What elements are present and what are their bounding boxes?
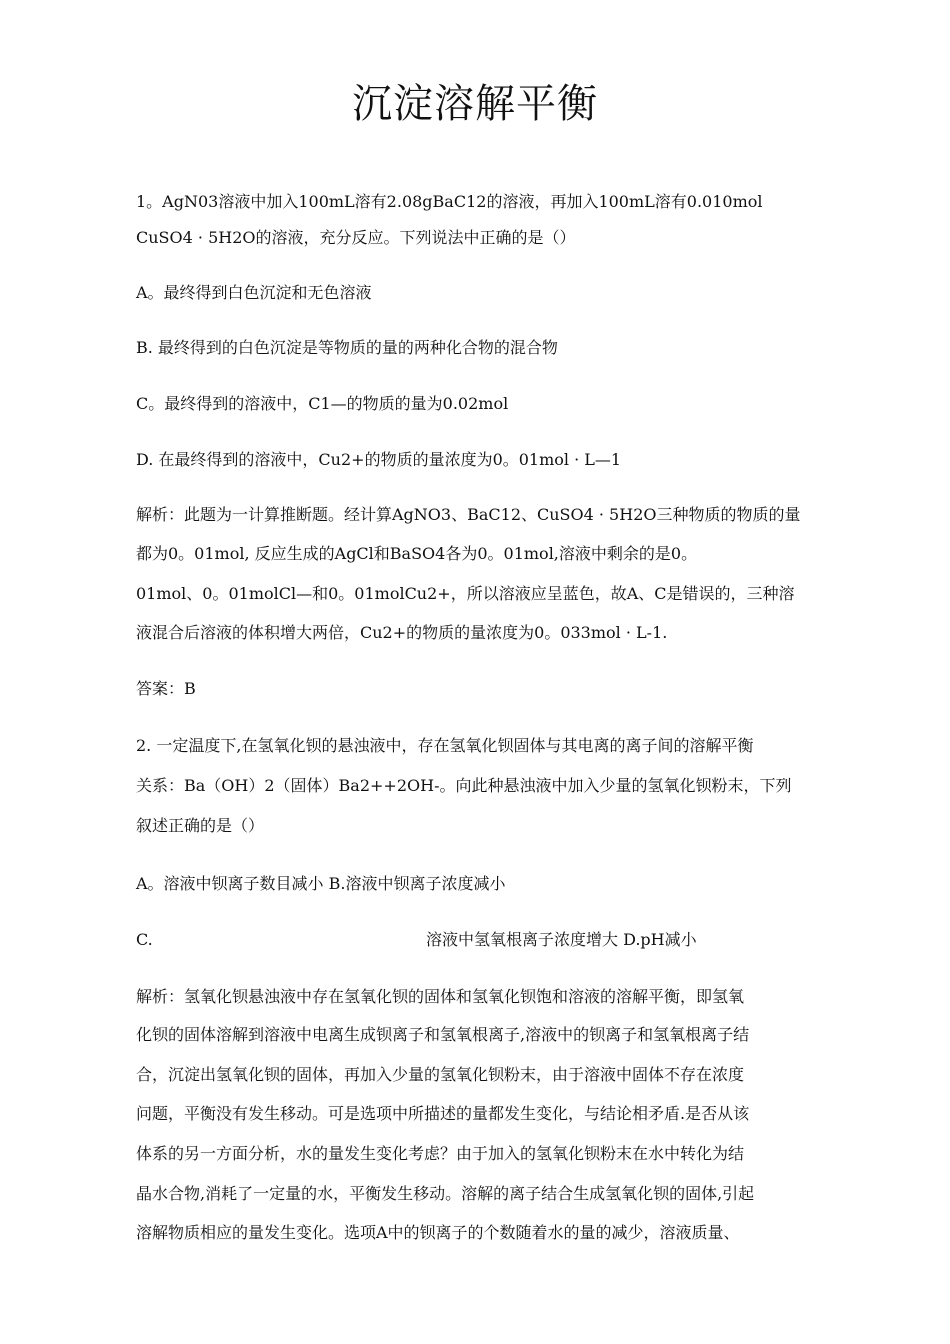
q1-analysis-line-4: 液混合后溶液的体积增大两倍，Cu2+的物质的量浓度为0。033mol · L-1. [136, 623, 668, 642]
q2-stem-line-2: 关系：Ba（OH）2（固体）Ba2++2OH-。向此种悬浊液中加入少量的氢氧化钡粉末，下列 [136, 776, 792, 795]
q1-option-b: B. 最终得到的白色沉淀是等物质的量的两种化合物的混合物 [136, 338, 558, 357]
q2-stem-line-1: 2. 一定温度下,在氢氧化钡的悬浊液中，存在氢氧化钡固体与其电离的离子间的溶解平衡 [136, 736, 754, 755]
q1-option-a: A。最终得到白色沉淀和无色溶液 [136, 283, 372, 302]
q2-options-ab: A。溶液中钡离子数目减小 B.溶液中钡离子浓度减小 [136, 874, 506, 893]
q1-stem-line-1: 1。AgN03溶液中加入100mL溶有2.08gBaC12的溶液，再加入100mL溶有0.010mol [136, 192, 763, 211]
q2-analysis-line-5: 体系的另一方面分析，水的量发生变化考虑？由于加入的氢氧化钡粉末在水中转化为结 [136, 1144, 745, 1163]
q1-analysis-line-1: 解析：此题为一计算推断题。经计算AgNO3、BaC12、CuSO4 · 5H2O三种物质的物质的量 [136, 505, 801, 524]
q2-analysis-line-3: 合，沉淀出氢氧化钡的固体，再加入少量的氢氧化钡粉末，由于溶液中固体不存在浓度 [136, 1065, 745, 1084]
q1-option-c: C。最终得到的溶液中，C1—的物质的量为0.02mol [136, 394, 509, 413]
q2-analysis-line-1: 解析：氢氧化钡悬浊液中存在氢氧化钡的固体和氢氧化钡饱和溶液的溶解平衡，即氢氧 [136, 987, 745, 1006]
q2-options-cd: 溶液中氢氧根离子浓度增大 D.pH减小 [426, 930, 697, 949]
q2-stem-line-3: 叙述正确的是（） [136, 816, 265, 835]
q2-analysis-line-7: 溶解物质相应的量发生变化。选项A中的钡离子的个数随着水的量的减少，溶液质量、 [136, 1223, 740, 1242]
q2-option-c-label: C. [136, 930, 153, 949]
q1-analysis-line-3: 01mol、0。01molCl—和0。01molCu2+，所以溶液应呈蓝色，故A、C是错误的，三种溶 [136, 584, 795, 603]
document-title: 沉淀溶解平衡 [352, 81, 598, 127]
q1-analysis-line-2: 都为0。01mol, 反应生成的AgCl和BaSO4各为0。01mol,溶液中剩余的是0。 [136, 544, 698, 563]
q2-analysis-line-2: 化钡的固体溶解到溶液中电离生成钡离子和氢氧根离子,溶液中的钡离子和氢氧根离子结 [136, 1025, 750, 1044]
q1-stem-line-2: CuSO4 · 5H2O的溶液，充分反应。下列说法中正确的是（） [136, 228, 576, 247]
q2-analysis-line-4: 问题，平衡没有发生移动。可是选项中所描述的量都发生变化，与结论相矛盾.是否从该 [136, 1104, 750, 1123]
q2-analysis-line-6: 晶水合物,消耗了一定量的水，平衡发生移动。溶解的离子结合生成氢氧化钡的固体,引起 [136, 1184, 755, 1203]
q1-answer: 答案：B [136, 679, 196, 698]
q1-option-d: D. 在最终得到的溶液中，Cu2+的物质的量浓度为0。01mol · L—1 [136, 450, 622, 469]
